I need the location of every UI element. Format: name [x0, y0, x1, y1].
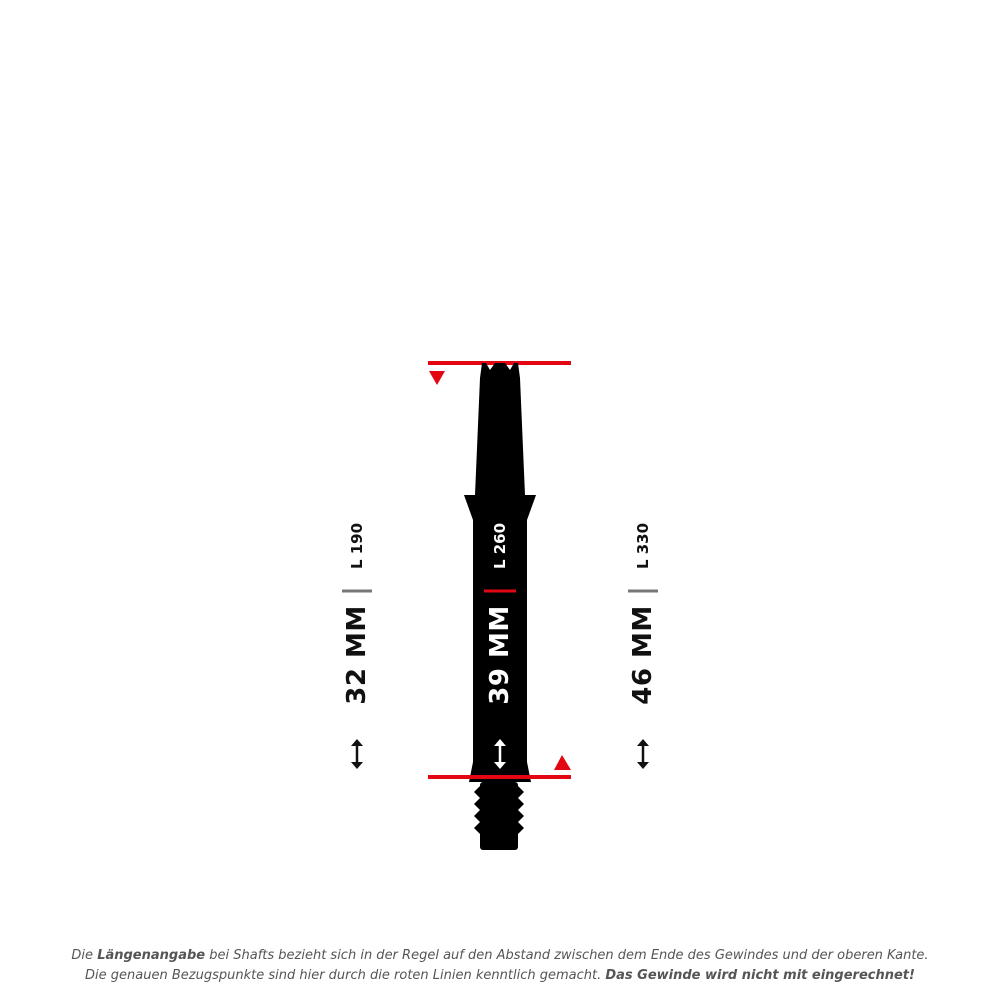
length-label-39mm: 39 MM: [485, 605, 515, 705]
footnote: [0, 946, 1000, 986]
shaft-body: [464, 363, 536, 782]
length-label-32mm: 32 MM: [342, 605, 372, 705]
double-arrow-icon: [637, 739, 649, 769]
footnote-emphasis: Das Gewinde wird nicht mit eingerechnet!: [605, 968, 915, 983]
footnote-text: Die genauen Bezugspunkte sind hier durch die roten Linien kenntlich gemacht.: [85, 968, 606, 983]
footnote-line-1: [0, 946, 1000, 966]
top-reference-marker-icon: [429, 371, 445, 385]
code-label-l330: L 330: [634, 522, 652, 570]
length-label-46mm: 46 MM: [628, 605, 658, 705]
shaft-thread: [480, 782, 518, 850]
footnote-text: bei Shafts bezieht sich in der Regel auf den Abstand zwischen dem Ende des Gewindes und der oberen Kante.: [205, 948, 929, 963]
footnote-text: Die: [71, 948, 98, 963]
footnote-line-2: [0, 966, 1000, 986]
code-label-l260: L 260: [491, 522, 509, 570]
code-label-l190: L 190: [348, 522, 366, 570]
double-arrow-icon: [351, 739, 363, 769]
footnote-emphasis: Längenangabe: [97, 948, 206, 963]
bottom-reference-marker-icon: [554, 755, 571, 770]
